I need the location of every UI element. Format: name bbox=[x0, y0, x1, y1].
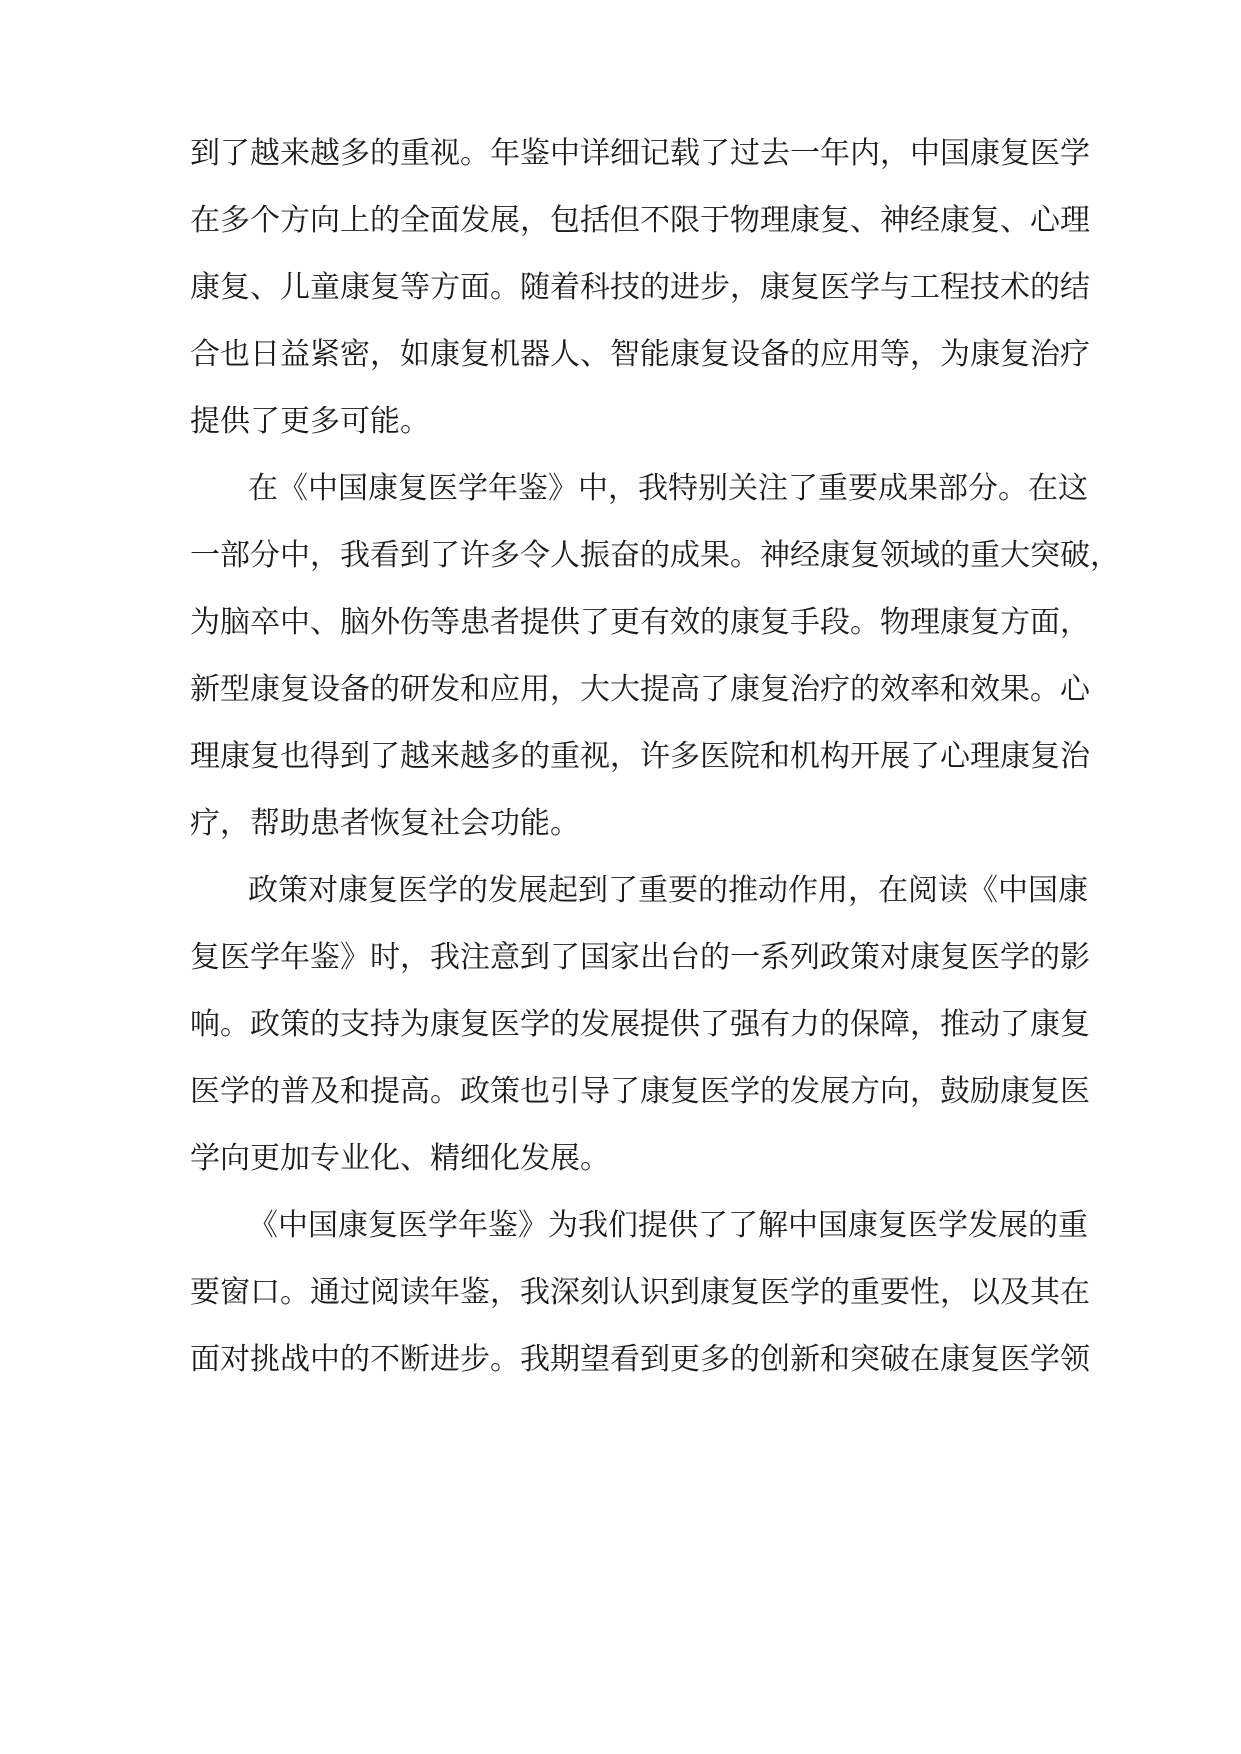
paragraph-first-line: 在《中国康复医学年鉴》中，我特别关注了重要成果部分。在这 bbox=[248, 471, 1088, 506]
text-line: 康复、儿童康复等方面。随着科技的进步，康复医学与工程技术的结 bbox=[190, 270, 1090, 305]
text-line: 面对挑战中的不断进步。我期望看到更多的创新和突破在康复医学领 bbox=[190, 1342, 1090, 1377]
text-line: 响。政策的支持为康复医学的发展提供了强有力的保障，推动了康复 bbox=[190, 1007, 1090, 1042]
paragraph-first-line: 《中国康复医学年鉴》为我们提供了了解中国康复医学发展的重 bbox=[248, 1208, 1088, 1243]
paragraph-first-line: 政策对康复医学的发展起到了重要的推动作用，在阅读《中国康 bbox=[248, 873, 1088, 908]
text-line: 理康复也得到了越来越多的重视，许多医院和机构开展了心理康复治 bbox=[190, 739, 1090, 774]
text-line: 在多个方向上的全面发展，包括但不限于物理康复、神经康复、心理 bbox=[190, 203, 1090, 238]
text-line: 新型康复设备的研发和应用，大大提高了康复治疗的效率和效果。心 bbox=[190, 672, 1090, 707]
text-line: 学向更加专业化、精细化发展。 bbox=[190, 1141, 610, 1176]
text-line: 为脑卒中、脑外伤等患者提供了更有效的康复手段。物理康复方面， bbox=[190, 605, 1090, 640]
text-line: 要窗口。通过阅读年鉴，我深刻认识到康复医学的重要性，以及其在 bbox=[190, 1275, 1090, 1310]
text-line: 医学的普及和提高。政策也引导了康复医学的发展方向，鼓励康复医 bbox=[190, 1074, 1090, 1109]
text-line: 一部分中，我看到了许多令人振奋的成果。神经康复领域的重大突破， bbox=[190, 538, 1120, 573]
text-line: 疗，帮助患者恢复社会功能。 bbox=[190, 806, 580, 841]
text-line: 复医学年鉴》时，我注意到了国家出台的一系列政策对康复医学的影 bbox=[190, 940, 1090, 975]
text-line: 提供了更多可能。 bbox=[190, 404, 430, 439]
text-line: 合也日益紧密，如康复机器人、智能康复设备的应用等，为康复治疗 bbox=[190, 337, 1090, 372]
text-line: 到了越来越多的重视。年鉴中详细记载了过去一年内，中国康复医学 bbox=[190, 136, 1090, 171]
